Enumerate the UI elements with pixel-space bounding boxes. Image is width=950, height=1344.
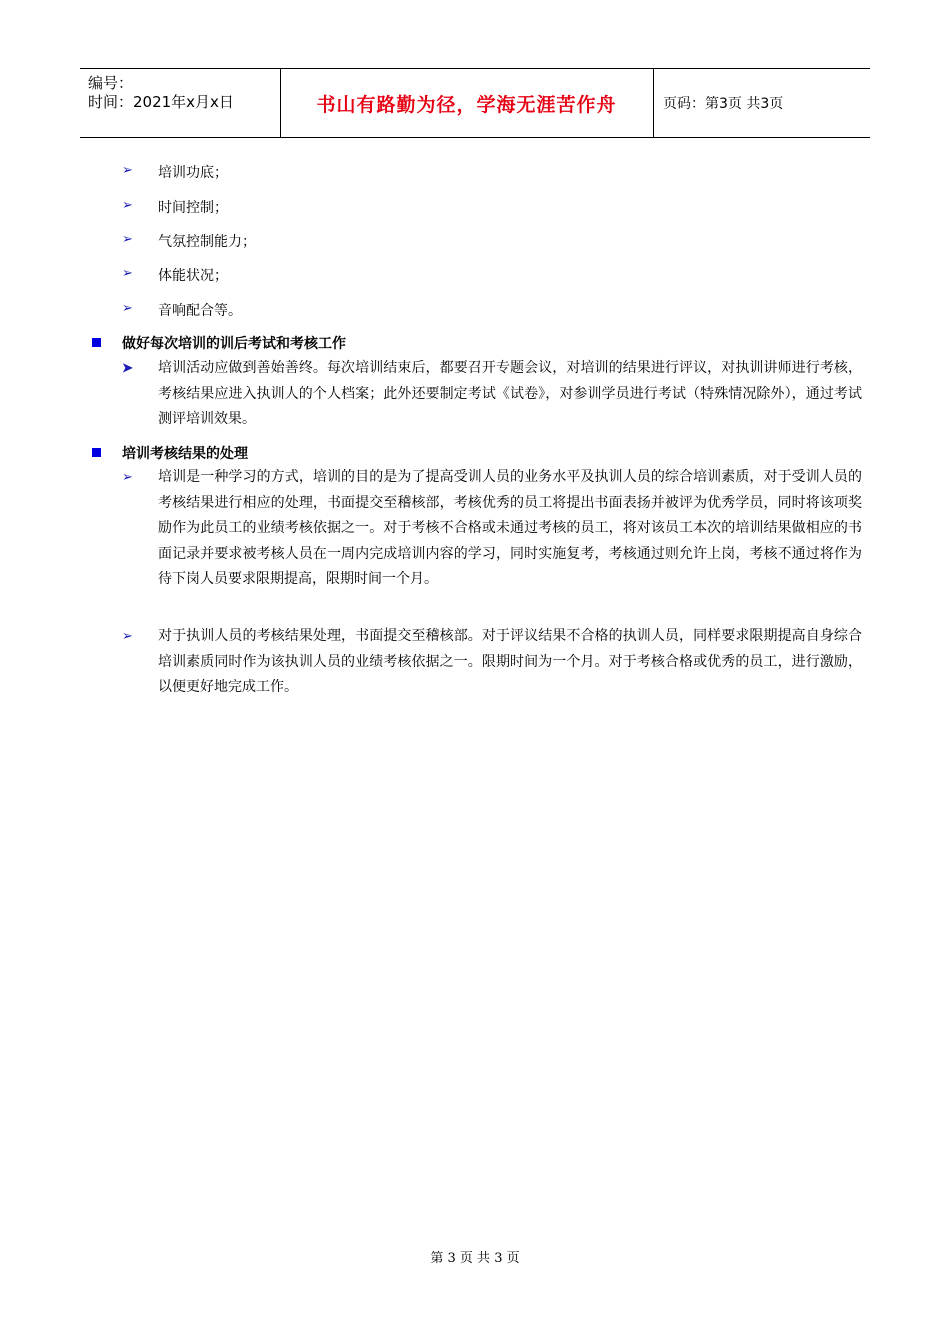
list-item	[122, 197, 228, 216]
page-footer: 第 3 页 共 3 页	[430, 1251, 520, 1266]
arrow-bullet-icon: ➢	[122, 629, 133, 644]
section-heading	[92, 333, 346, 353]
paragraph-text: 培训是一种学习的方式，培训的目的是为了提高受训人员的业务水平及执训人员的综合培训素质，对于受训人员的考核结果进行相应的处理，书面提交至稽核部，考核优秀的员工将提出书面表扬并被评为优秀学员，同时将该项奖励作为此员工的业绩考核依据之一。对于考核不合格或未通过考核的员工，将对该员工本次的培训结果做相应的书面记录并要求被考核人员在一周内完成培训内容的学习，同时实施复考，考核通过则允许上岗，考核不通过将作为待下岗人员要求限期提高，限期时间一个月。	[158, 469, 862, 587]
paragraph-text: 培训活动应做到善始善终。每次培训结束后，都要召开专题会议，对培训的结果进行评议，对执训讲师进行考核，考核结果应进入执训人的个人档案；此外还要制定考试《试卷》，对参训学员进行考试（特殊情况除外），通过考试测评培训效果。	[158, 360, 862, 427]
arrow-bullet-icon: ➢	[122, 198, 133, 213]
list-item	[122, 300, 242, 319]
list-item-text: 时间控制；	[158, 200, 228, 216]
motto-text: 书山有路勤为径，学海无涯苦作舟	[316, 93, 617, 116]
list-item	[122, 231, 256, 250]
time-label: 时间：2021年x月x日	[88, 93, 234, 111]
section-title: 培训考核结果的处理	[122, 446, 248, 462]
arrow-bullet-icon: ➢	[122, 163, 133, 178]
list-item-text: 气氛控制能力；	[158, 234, 256, 250]
header-left-cell	[80, 69, 281, 137]
code-label: 编号：	[88, 74, 134, 92]
list-item	[122, 162, 228, 181]
header-motto-cell	[280, 69, 654, 137]
arrow-bullet-icon: ➢	[122, 470, 133, 485]
arrow-bullet-icon: ➢	[122, 232, 133, 247]
page-code: 页码：第3页 共3页	[663, 96, 784, 112]
list-item-text: 体能状况；	[158, 268, 228, 284]
section-heading	[92, 443, 248, 463]
arrow-bullet-icon: ➢	[122, 301, 133, 316]
header-page-cell	[654, 69, 870, 137]
arrow-bullet-icon: ➢	[122, 266, 133, 281]
list-item	[122, 265, 228, 284]
paragraph	[122, 624, 862, 701]
paragraph-text: 对于执训人员的考核结果处理，书面提交至稽核部。对于评议结果不合格的执训人员，同样要求限期提高自身综合培训素质同时作为该执训人员的业绩考核依据之一。限期时间为一个月。对于考核合格或优秀的员工，进行激励，以便更好地完成工作。	[158, 628, 862, 695]
list-item-text: 培训功底；	[158, 165, 228, 181]
page-header	[80, 68, 870, 138]
square-bullet-icon	[92, 338, 101, 347]
arrow-bullet-icon: ➤	[122, 361, 133, 376]
section-title: 做好每次培训的训后考试和考核工作	[122, 336, 346, 352]
list-item-text: 音响配合等。	[158, 303, 242, 319]
paragraph	[122, 356, 862, 433]
square-bullet-icon	[92, 448, 101, 457]
paragraph	[122, 465, 862, 593]
